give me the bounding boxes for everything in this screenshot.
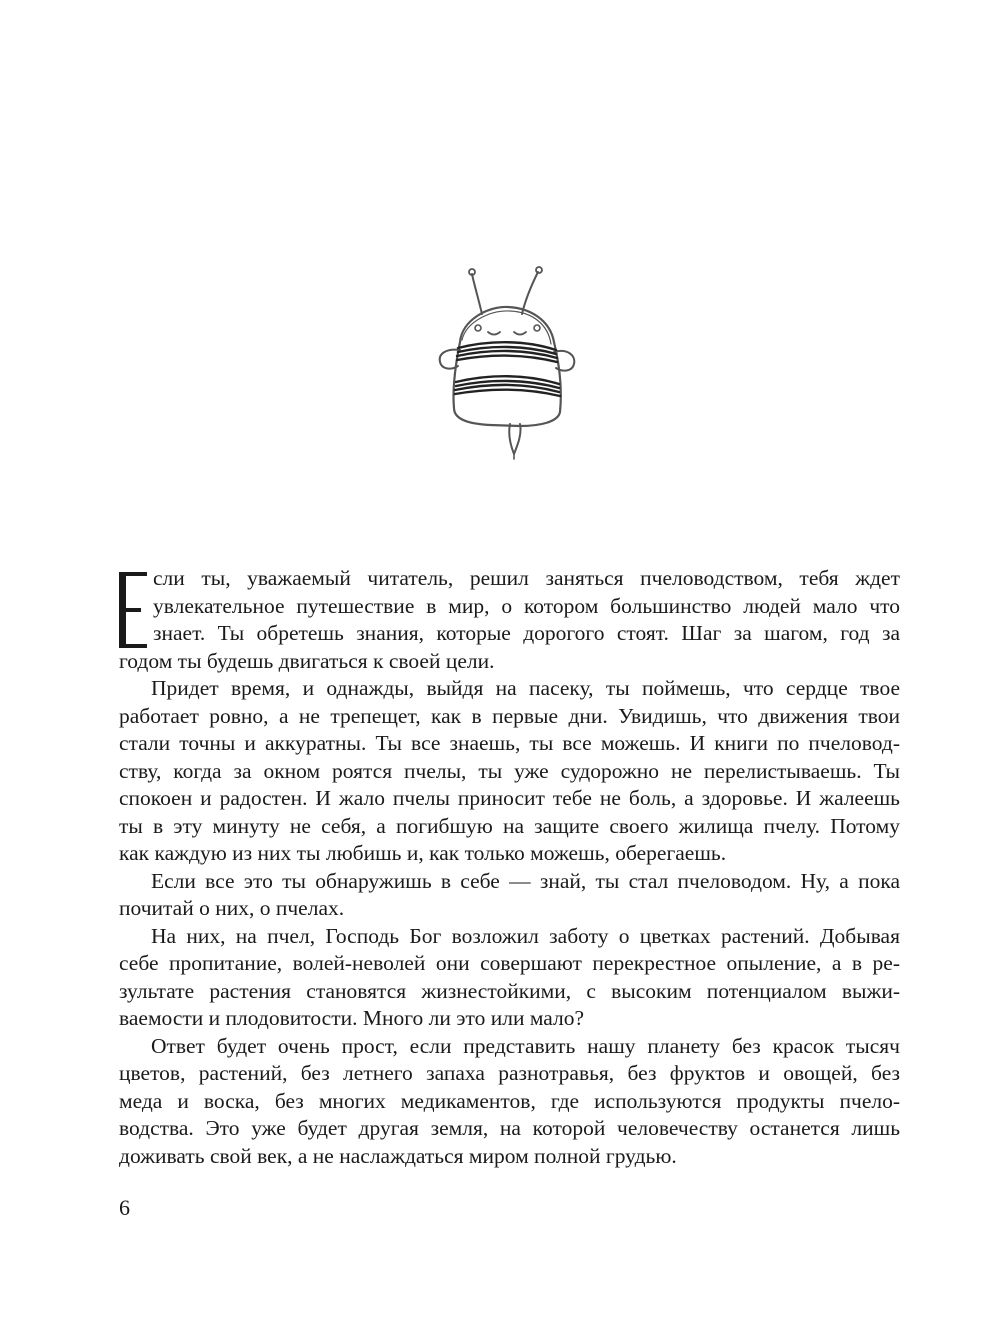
text-line: Ответ будет очень прост, если представить нашу планету без красок тысяч [151,1033,900,1058]
text-line: стали точны и аккуратны. Ты все знаешь, ты все можешь. И книги по пчеловод- [119,731,900,755]
text-line: себе пропитание, волей-неволей они совершают перекрестное опыление, а в ре- [119,951,900,975]
text-line: Придет время, и однажды, выйдя на пасеку, ты поймешь, что сердце твое [151,676,900,700]
text-line: годом ты будешь двигаться к своей цели. [119,648,495,673]
text-line: водства. Это уже будет другая земля, на которой человечеству останется лишь [119,1116,900,1140]
text-line: меда и воска, без многих медикаментов, где используются продукты пчело- [119,1088,900,1113]
text-line: ству, когда за окном роятся пчелы, ты уже судорожно не перелистываешь. Ты [119,758,900,783]
paragraph-2 [119,675,900,868]
paragraph-4 [119,923,900,1033]
paragraph-1 [119,565,900,675]
text-line: ваемости и плодовитости. Много ли это или мало? [119,1006,585,1030]
text-line: сли ты, уважаемый читатель, решил заняться пчеловодством, тебя ждет [153,566,900,590]
text-line: знает. Ты обретешь знания, которые дорогого стоят. Шаг за шагом, год за [153,621,900,645]
main-text [119,565,900,1170]
text-line: зультате растения становятся жизнестойкими, с высоким потенциалом выжи- [119,978,900,1003]
text-line: На них, на пчел, Господь Бог возложил заботу о цветках растений. Добывая [151,923,900,948]
text-line: ты в эту минуту не себя, а погибшую на защите своего жилища пчелу. Потому [119,813,900,838]
dropcap-letter [119,572,149,648]
page-number: 6 [119,1195,130,1220]
text-line: спокоен и радостен. И жало пчелы приносит тебе не боль, а здоровье. И жалеешь [119,786,900,810]
text-line: почитай о них, о пчелах. [119,896,345,920]
paragraph-5 [119,1033,900,1171]
text-line: доживать свой век, а не наслаждаться миром полной грудью. [119,1143,677,1168]
text-line: Если все это ты обнаружишь в себе — знай, ты стал пчеловодом. Ну, а пока [151,868,900,893]
text-line: работает ровно, а не трепещет, как в первые дни. Увидишь, что движения твои [119,703,900,728]
text-line: цветов, растений, без летнего запаха разнотравья, без фруктов и овощей, без [119,1061,900,1085]
text-line: как каждую из них ты любишь и, как только можешь, оберегаешь. [119,841,727,865]
bee-illustration-icon [430,262,580,462]
paragraph-3 [119,868,900,923]
text-line: увлекательное путешествие в мир, о котором большинство людей мало что [153,593,900,618]
